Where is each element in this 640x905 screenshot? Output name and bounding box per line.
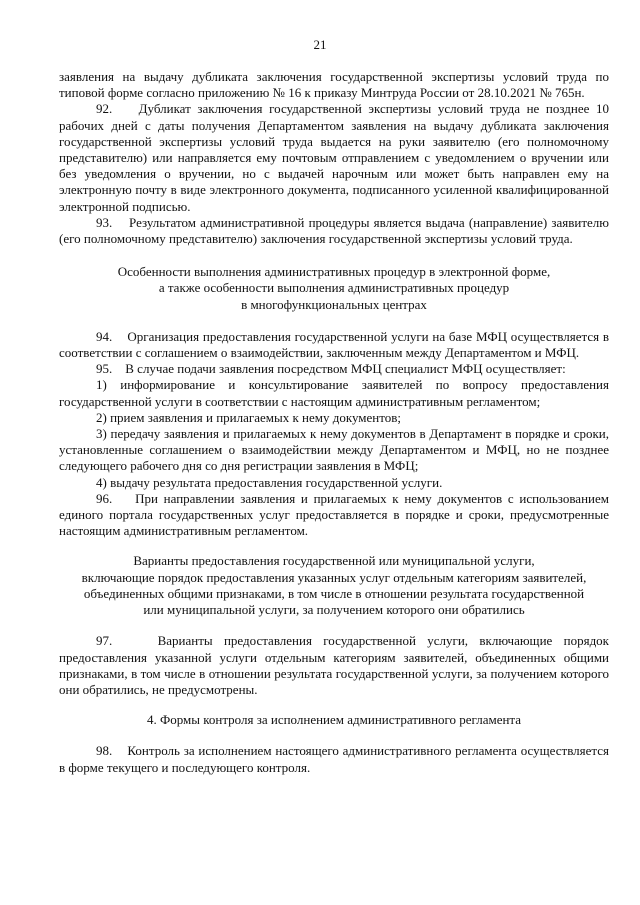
heading-line: Варианты предоставления государственной или муниципальной услуги, — [133, 553, 535, 569]
heading-line: в многофункциональных центрах — [241, 296, 427, 312]
document-body — [59, 69, 609, 776]
list-item-2: 2) прием заявления и прилагаемых к нему документов; — [96, 409, 402, 425]
paragraph-92: 92. Дубликат заключения государственной экспертизы условий труда не позднее 10 рабочих дней с даты получения Департаментом заявления на выдачу дубликата заключения государственной экспертизы условий труда выдается на руки заявителю (его полномочному представителю) или направляется ему почтовым отправлением с уведомлением о вручении или без уведомления о вручении, но с выдачей нарочным или может быть направлен ему на электронную почту в виде электронного документа, подписанного усиленной квалифицированной электронной подписью. — [59, 101, 609, 214]
list-item-1: 1) информирование и консультирование заявителей по вопросу предоставления государственной услуги в соответствии с настоящим административным регламентом; — [59, 377, 609, 409]
heading-line: а также особенности выполнения административных процедур — [158, 280, 510, 296]
paragraph-91-continuation: заявления на выдачу дубликата заключения государственной экспертизы условий труда по типовой форме согласно приложению № 16 к приказу Минтруда России от 28.10.2021 № 765н. — [59, 69, 609, 101]
paragraph-98: 98. Контроль за исполнением настоящего административного регламента осуществляется в форме текущего и последующего контроля. — [59, 743, 609, 775]
paragraph-94: 94. Организация предоставления государственной услуги на базе МФЦ осуществляется в соответствии с соглашением о взаимодействии, заключенным между Департаментом и МФЦ. — [59, 328, 609, 361]
heading-line: или муниципальной услуги, за получением которого они обратились — [143, 602, 525, 618]
list-item-4: 4) выдачу результата предоставления государственной услуги. — [96, 474, 443, 490]
mfc-section-body — [59, 329, 609, 540]
page-number: 21 — [313, 37, 327, 52]
heading-line: включающие порядок предоставления указанных услуг отдельным категориям заявителей, — [81, 569, 587, 585]
paragraph-96: 96. При направлении заявления и прилагаемых к нему документов с использованием единого портала государственных услуг предоставляется в порядке и сроки, предусмотренные настоящим административным регламентом. — [59, 490, 609, 539]
section-heading-mfc — [59, 264, 609, 313]
list-item-3: 3) передачу заявления и прилагаемых к нему документов в Департамент в порядке и сроки, установленные соглашением о взаимодействии между Департаментом и МФЦ, но не позднее следующего рабочего дня со дня регистрации заявления в МФЦ; — [59, 426, 609, 474]
heading-line: объединенных общими признаками, в том числе в отношении результата государственной — [83, 585, 585, 601]
heading-line: Особенности выполнения административных процедур в электронной форме, — [117, 264, 551, 280]
paragraph-95: 95. В случае подачи заявления посредством МФЦ специалист МФЦ осуществляет: — [96, 361, 566, 377]
section-heading-variants — [59, 553, 609, 618]
section-heading-control: 4. Формы контроля за исполнением административного регламента — [146, 712, 522, 728]
paragraph-93: 93. Результатом административной процедуры является выдача (направление) заявителю (его полномочному представителю) заключения государственной экспертизы условий труда. — [59, 214, 609, 247]
paragraph-97: 97. Варианты предоставления государственной услуги, включающие порядок предоставления указанной услуги отдельным категориям заявителей, объединенных общими признаками, в том числе в отношении результата государственной услуги, за получением которого они обратились, не предусмотрены. — [59, 633, 609, 697]
